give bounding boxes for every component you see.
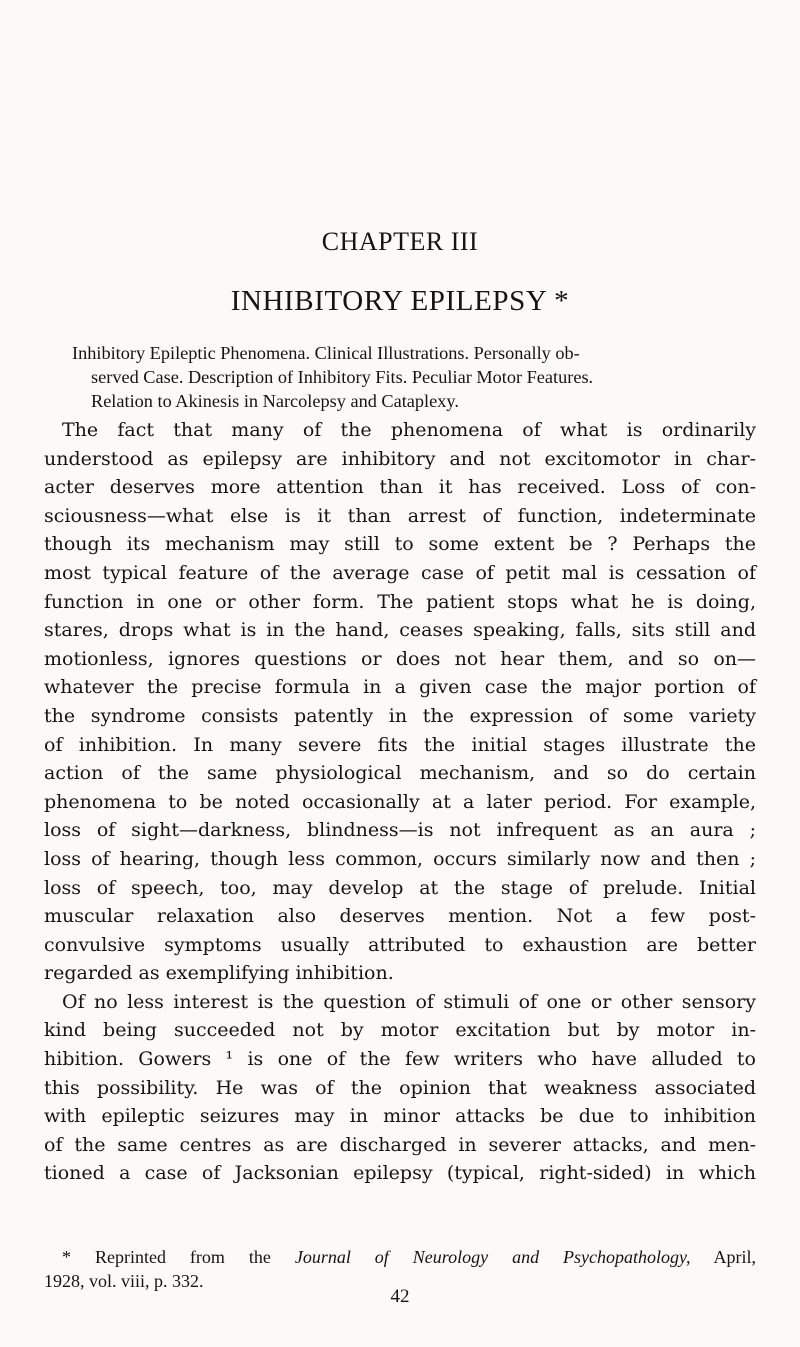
chapter-synopsis: [72, 341, 734, 413]
body-line: motionless, ignores questions or does not hear them, and so on—: [44, 647, 756, 670]
body-line: this possibility. He was of the opinion that weakness associated: [44, 1076, 756, 1099]
chapter-title: INHIBITORY EPILEPSY *: [230, 285, 570, 317]
body-line: understood as epilepsy are inhibitory and not excitomotor in char-: [44, 447, 756, 470]
body-line: the syndrome consists patently in the expression of some variety: [44, 704, 756, 727]
body-line: Of no less interest is the question of stimuli of one or other sensory: [62, 990, 756, 1013]
page-number: 42: [390, 1286, 410, 1307]
body-line: action of the same physiological mechanism, and so do certain: [44, 762, 756, 785]
body-line: tioned a case of Jacksonian epilepsy (typical, right-sided) in which: [44, 1162, 756, 1185]
body-line: convulsive symptoms usually attributed to exhaustion are better: [44, 933, 756, 956]
body-line: kind being succeeded not by motor excitation but by motor in-: [44, 1019, 756, 1042]
body-line: loss of speech, too, may develop at the stage of prelude. Initial: [44, 876, 756, 899]
body-line: regarded as exemplifying inhibition.: [44, 962, 394, 985]
synopsis-line: Inhibitory Epileptic Phenomena. Clinical Illustrations. Personally ob-: [72, 343, 580, 363]
body-line: of inhibition. In many severe fits the initial stages illustrate the: [44, 733, 756, 756]
body-text: [44, 416, 756, 1188]
body-line: phenomena to be noted occasionally at a later period. For example,: [44, 790, 756, 813]
body-line: muscular relaxation also deserves mention. Not a few post-: [44, 905, 756, 928]
body-line: sciousness—what else is it than arrest of function, indeterminate: [44, 504, 756, 527]
footnote-line: [44, 1245, 756, 1269]
body-line: loss of hearing, though less common, occurs similarly now and then ;: [44, 847, 756, 870]
footnote-suffix: April,: [690, 1247, 756, 1267]
body-line: acter deserves more attention than it has received. Loss of con-: [44, 476, 756, 499]
chapter-label: CHAPTER III: [321, 227, 479, 256]
body-line: though its mechanism may still to some extent be ? Perhaps the: [44, 533, 756, 556]
synopsis-line: served Case. Description of Inhibitory Fits. Peculiar Motor Features.: [91, 367, 594, 387]
body-line: with epileptic seizures may in minor attacks be due to inhibition: [44, 1105, 756, 1128]
body-line: The fact that many of the phenomena of what is ordinarily: [62, 419, 756, 441]
body-line: hibition. Gowers ¹ is one of the few writers who have alluded to: [44, 1048, 756, 1071]
synopsis-line: Relation to Akinesis in Narcolepsy and Cataplexy.: [91, 391, 459, 411]
body-line: whatever the precise formula in a given case the major portion of: [44, 676, 756, 699]
footnote-line: 1928, vol. viii, p. 332.: [44, 1271, 204, 1291]
body-line: function in one or other form. The patient stops what he is doing,: [44, 590, 756, 613]
body-line: loss of sight—darkness, blindness—is not infrequent as an aura ;: [44, 819, 756, 842]
footnote-journal: Journal of Neurology and Psychopathology,: [294, 1247, 691, 1267]
body-line: most typical feature of the average case of petit mal is cessation of: [44, 561, 756, 584]
footnote-prefix: * Reprinted from the: [62, 1247, 295, 1267]
body-line: stares, drops what is in the hand, ceases speaking, falls, sits still and: [44, 619, 756, 642]
body-line: of the same centres as are discharged in severer attacks, and men-: [44, 1133, 756, 1156]
